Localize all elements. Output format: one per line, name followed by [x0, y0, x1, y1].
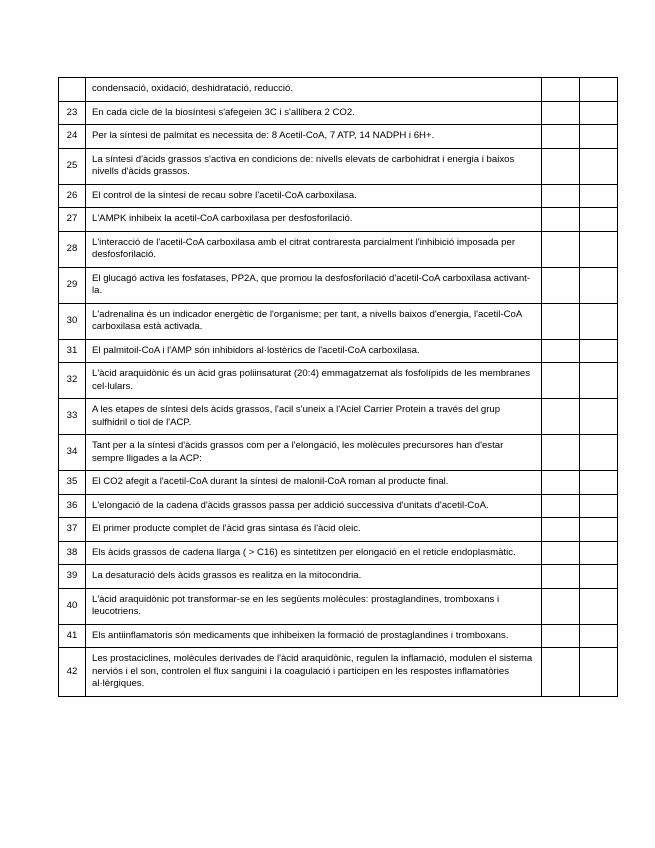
- question-statement: El CO2 afegit a l'acetil-CoA durant la síntesi de malonil-CoA roman al producte final.: [86, 471, 542, 495]
- question-statement: L'àcid araquidònic pot transformar-se en les següents molècules: prostaglandines, tromboxans i leucotriens.: [86, 588, 542, 624]
- answer-cell-false[interactable]: [580, 541, 618, 565]
- table-row: [59, 363, 618, 399]
- answer-cell-false[interactable]: [580, 363, 618, 399]
- table-row: [59, 648, 618, 697]
- table-row: [59, 624, 618, 648]
- answer-cell-true[interactable]: [542, 471, 580, 495]
- answer-cell-false[interactable]: [580, 339, 618, 363]
- question-statement: El control de la síntesi de recau sobre l'acetil-CoA carboxilasa.: [86, 184, 542, 208]
- table-row: [59, 399, 618, 435]
- answer-cell-true[interactable]: [542, 435, 580, 471]
- answer-cell-true[interactable]: [542, 101, 580, 125]
- table-row: [59, 303, 618, 339]
- answer-cell-true[interactable]: [542, 541, 580, 565]
- question-statement: L'elongació de la cadena d'àcids grassos passa per addició successiva d'unitats d'acetil-CoA.: [86, 494, 542, 518]
- answer-cell-false[interactable]: [580, 494, 618, 518]
- answer-cell-false[interactable]: [580, 208, 618, 232]
- question-statement: La síntesi d'àcids grassos s'activa en condicions de: nivells elevats de carbohidrat i energia i baixos nivells d'àcids grassos.: [86, 148, 542, 184]
- table-row: [59, 494, 618, 518]
- question-number: 30: [59, 303, 86, 339]
- question-statement: L'interacció de l'acetil-CoA carboxilasa amb el citrat contraresta parcialment l'inhibició imposada per desfosforilació.: [86, 231, 542, 267]
- table-row: [59, 148, 618, 184]
- answer-cell-false[interactable]: [580, 648, 618, 697]
- question-statement: El primer producte complet de l'àcid gras sintasa és l'àcid oleic.: [86, 518, 542, 542]
- question-statement: condensació, oxidació, deshidratació, reducció.: [86, 78, 542, 102]
- question-statement: A les etapes de síntesi dels àcids grassos, l'acil s'uneix a l'Aciel Carrier Protein a través del grup sulfhidril o tiol de l'ACP.: [86, 399, 542, 435]
- answer-cell-true[interactable]: [542, 624, 580, 648]
- table-row: [59, 541, 618, 565]
- question-statement: L'adrenalina és un indicador energètic de l'organisme; per tant, a nivells baixos d'energia, l'acetil-CoA carboxilasa està activada.: [86, 303, 542, 339]
- answer-cell-true[interactable]: [542, 588, 580, 624]
- table-row: [59, 339, 618, 363]
- answer-cell-false[interactable]: [580, 565, 618, 589]
- table-row: [59, 125, 618, 149]
- table-row: [59, 78, 618, 102]
- answer-cell-true[interactable]: [542, 399, 580, 435]
- answer-cell-false[interactable]: [580, 267, 618, 303]
- question-number: 29: [59, 267, 86, 303]
- question-number: 40: [59, 588, 86, 624]
- question-number: 23: [59, 101, 86, 125]
- answer-cell-false[interactable]: [580, 231, 618, 267]
- answer-cell-true[interactable]: [542, 208, 580, 232]
- question-number: 26: [59, 184, 86, 208]
- answer-cell-true[interactable]: [542, 125, 580, 149]
- question-statement: L'àcid araquidònic és un àcid gras poliinsaturat (20:4) emmagatzemat als fosfolípids de les membranes cel·lulars.: [86, 363, 542, 399]
- answer-cell-false[interactable]: [580, 471, 618, 495]
- answer-cell-true[interactable]: [542, 494, 580, 518]
- table-row: [59, 471, 618, 495]
- answer-cell-false[interactable]: [580, 518, 618, 542]
- table-row: [59, 267, 618, 303]
- question-number: 28: [59, 231, 86, 267]
- table-row: [59, 435, 618, 471]
- answer-cell-true[interactable]: [542, 363, 580, 399]
- question-statement: Els antiinflamatoris són medicaments que inhibeixen la formació de prostaglandines i tromboxans.: [86, 624, 542, 648]
- questions-table: [58, 77, 618, 697]
- question-statement: La desaturació dels àcids grassos es realitza en la mitocondria.: [86, 565, 542, 589]
- question-number: 36: [59, 494, 86, 518]
- answer-cell-false[interactable]: [580, 624, 618, 648]
- answer-cell-false[interactable]: [580, 101, 618, 125]
- question-number: 39: [59, 565, 86, 589]
- answer-cell-true[interactable]: [542, 339, 580, 363]
- questions-table-body: [59, 78, 618, 697]
- table-row: [59, 518, 618, 542]
- answer-cell-true[interactable]: [542, 518, 580, 542]
- answer-cell-false[interactable]: [580, 184, 618, 208]
- question-statement: El glucagó activa les fosfatases, PP2A, que promou la desfosforilació d'acetil-CoA carboxilasa activant-la.: [86, 267, 542, 303]
- question-statement: En cada cicle de la biosíntesi s'afegeien 3C i s'allibera 2 CO2.: [86, 101, 542, 125]
- answer-cell-false[interactable]: [580, 303, 618, 339]
- question-number: 33: [59, 399, 86, 435]
- answer-cell-true[interactable]: [542, 565, 580, 589]
- answer-cell-false[interactable]: [580, 78, 618, 102]
- table-row: [59, 184, 618, 208]
- answer-cell-false[interactable]: [580, 435, 618, 471]
- question-number: 27: [59, 208, 86, 232]
- question-number: 34: [59, 435, 86, 471]
- answer-cell-false[interactable]: [580, 148, 618, 184]
- question-statement: Les prostaciclines, molècules derivades de l'àcid araquidònic, regulen la inflamació, modulen el sistema nerviós i el son, controlen el flux sanguini i la coagulació i participen en les respostes inflamatòries al·lèrgiques.: [86, 648, 542, 697]
- answer-cell-false[interactable]: [580, 125, 618, 149]
- question-number: 37: [59, 518, 86, 542]
- answer-cell-true[interactable]: [542, 78, 580, 102]
- question-statement: Per la síntesi de palmitat es necessita de: 8 Acetil-CoA, 7 ATP, 14 NADPH i 6H+.: [86, 125, 542, 149]
- table-row: [59, 588, 618, 624]
- question-number: 42: [59, 648, 86, 697]
- question-number: 32: [59, 363, 86, 399]
- table-row: [59, 231, 618, 267]
- table-row: [59, 208, 618, 232]
- answer-cell-true[interactable]: [542, 148, 580, 184]
- answer-cell-true[interactable]: [542, 303, 580, 339]
- question-number: 41: [59, 624, 86, 648]
- answer-cell-true[interactable]: [542, 648, 580, 697]
- answer-cell-false[interactable]: [580, 399, 618, 435]
- question-number: [59, 78, 86, 102]
- answer-cell-true[interactable]: [542, 184, 580, 208]
- table-row: [59, 565, 618, 589]
- table-row: [59, 101, 618, 125]
- answer-cell-false[interactable]: [580, 588, 618, 624]
- question-number: 25: [59, 148, 86, 184]
- question-number: 31: [59, 339, 86, 363]
- answer-cell-true[interactable]: [542, 231, 580, 267]
- question-statement: L'AMPK inhibeix la acetil-CoA carboxilasa per desfosforilació.: [86, 208, 542, 232]
- question-number: 38: [59, 541, 86, 565]
- question-statement: Tant per a la síntesi d'àcids grassos com per a l'elongació, les molècules precursores han d'estar sempre lligades a la ACP:: [86, 435, 542, 471]
- answer-cell-true[interactable]: [542, 267, 580, 303]
- question-number: 35: [59, 471, 86, 495]
- question-statement: Els àcids grassos de cadena llarga ( > C16) es sintetitzen per elongació en el reticle endoplasmàtic.: [86, 541, 542, 565]
- question-number: 24: [59, 125, 86, 149]
- question-statement: El palmitoil-CoA i l'AMP són inhibidors al·lostèrics de l'acetil-CoA carboxilasa.: [86, 339, 542, 363]
